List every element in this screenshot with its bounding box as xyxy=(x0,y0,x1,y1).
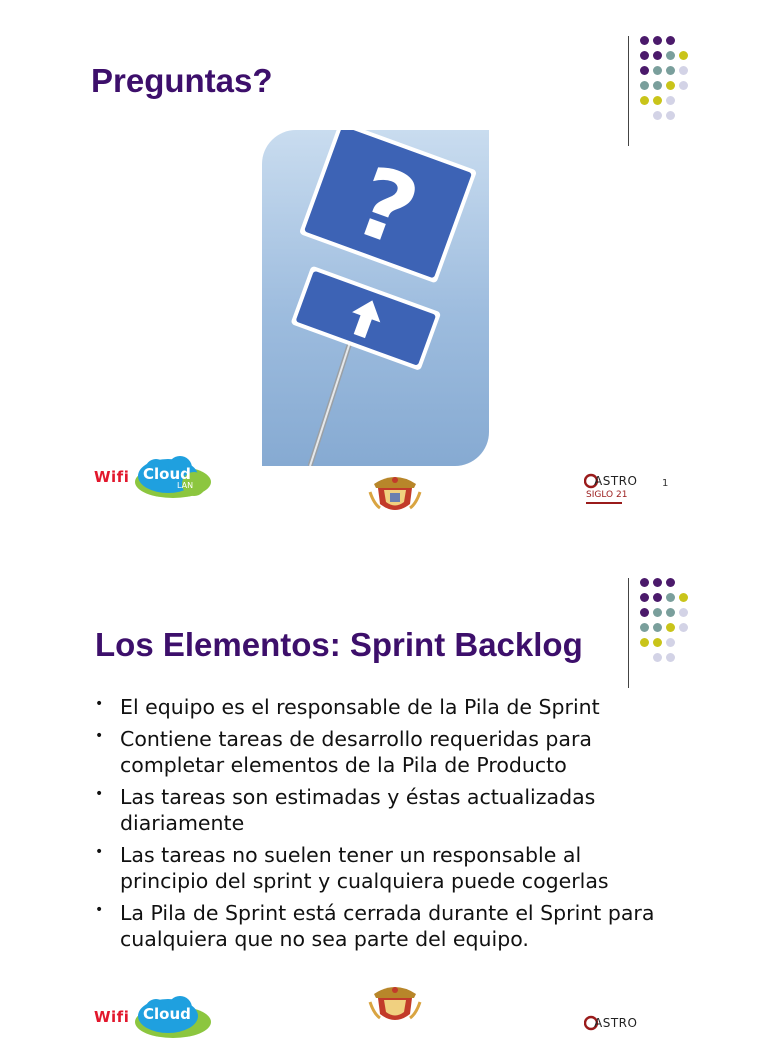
decorative-dot xyxy=(666,96,675,105)
castro-logo xyxy=(584,470,674,510)
decorative-dot xyxy=(653,96,662,105)
decorative-dot xyxy=(679,66,688,75)
decorative-dot xyxy=(653,36,662,45)
decorative-dot xyxy=(679,593,688,602)
castro-name: ASTRO xyxy=(594,474,638,488)
decorative-dot xyxy=(653,608,662,617)
decorative-dot xyxy=(666,623,675,632)
decorative-dot xyxy=(666,593,675,602)
decorative-dot xyxy=(666,578,675,587)
bullet-item: • Las tareas no suelen tener un responsable al principio del sprint y cualquiera puede cogerlas xyxy=(95,842,655,895)
question-sign-photo xyxy=(262,130,489,466)
slide-title: Los Elementos: Sprint Backlog xyxy=(95,626,583,663)
castro-logo xyxy=(584,1012,674,1052)
bullet-list xyxy=(95,694,655,958)
decorative-dot xyxy=(679,608,688,617)
decorative-dot xyxy=(666,638,675,647)
decorative-dot xyxy=(640,96,649,105)
decorative-dot xyxy=(640,623,649,632)
decorative-dot xyxy=(679,623,688,632)
decorative-dot xyxy=(653,578,662,587)
decorative-dot xyxy=(640,578,649,587)
decorative-dot-grid xyxy=(640,578,702,674)
decorative-dot xyxy=(653,81,662,90)
decorative-dot xyxy=(640,593,649,602)
decorative-dot xyxy=(640,81,649,90)
bullet-item: • La Pila de Sprint está cerrada durante el Sprint para cualquiera que no sea parte del equipo. xyxy=(95,900,655,953)
decorative-dot xyxy=(666,66,675,75)
decorative-dot xyxy=(679,51,688,60)
bullet-item: • Contiene tareas de desarrollo requeridas para completar elementos de la Pila de Producto xyxy=(95,726,655,779)
decorative-dot xyxy=(653,638,662,647)
bullet-item: • El equipo es el responsable de la Pila de Sprint xyxy=(95,694,655,721)
slide-title: Preguntas? xyxy=(91,62,273,99)
coat-of-arms-icon xyxy=(368,474,422,516)
castro-name: ASTRO xyxy=(594,1016,638,1030)
decorative-dot xyxy=(653,623,662,632)
decorative-dot xyxy=(653,66,662,75)
decorative-dot xyxy=(666,51,675,60)
decorative-dot xyxy=(640,36,649,45)
wificloud-logo xyxy=(94,996,216,1042)
decorative-dot xyxy=(640,638,649,647)
question-sign-icon xyxy=(262,130,489,466)
decorative-dot xyxy=(666,81,675,90)
decorative-dot xyxy=(666,111,675,120)
bullet-item: • Las tareas son estimadas y éstas actualizadas diariamente xyxy=(95,784,655,837)
cloud-word: Cloud xyxy=(143,465,191,483)
decorative-dot xyxy=(653,653,662,662)
page-number: 1 xyxy=(662,478,669,489)
decorative-dot xyxy=(653,111,662,120)
wificloud-logo xyxy=(94,456,216,502)
wifi-word: Wifi xyxy=(94,468,130,486)
decorative-dot xyxy=(640,51,649,60)
coat-of-arms-icon xyxy=(368,984,422,1024)
castro-subtitle: SIGLO 21 xyxy=(586,490,628,500)
decorative-dot xyxy=(653,593,662,602)
decorative-dot xyxy=(679,81,688,90)
decorative-dot xyxy=(653,51,662,60)
decorative-dot xyxy=(666,608,675,617)
svg-text:?: ? xyxy=(340,144,432,270)
decorative-dot xyxy=(666,653,675,662)
slide-sprint-backlog xyxy=(0,560,768,1030)
castro-underline xyxy=(586,502,622,504)
lan-word: LAN xyxy=(177,481,194,490)
decorative-dot xyxy=(666,36,675,45)
decorative-dot xyxy=(640,66,649,75)
wifi-word: Wifi xyxy=(94,1008,130,1026)
decorative-dot-grid xyxy=(640,36,702,132)
cloud-word: Cloud xyxy=(143,1005,191,1023)
divider-line xyxy=(628,578,629,688)
divider-line xyxy=(628,36,629,146)
decorative-dot xyxy=(640,608,649,617)
